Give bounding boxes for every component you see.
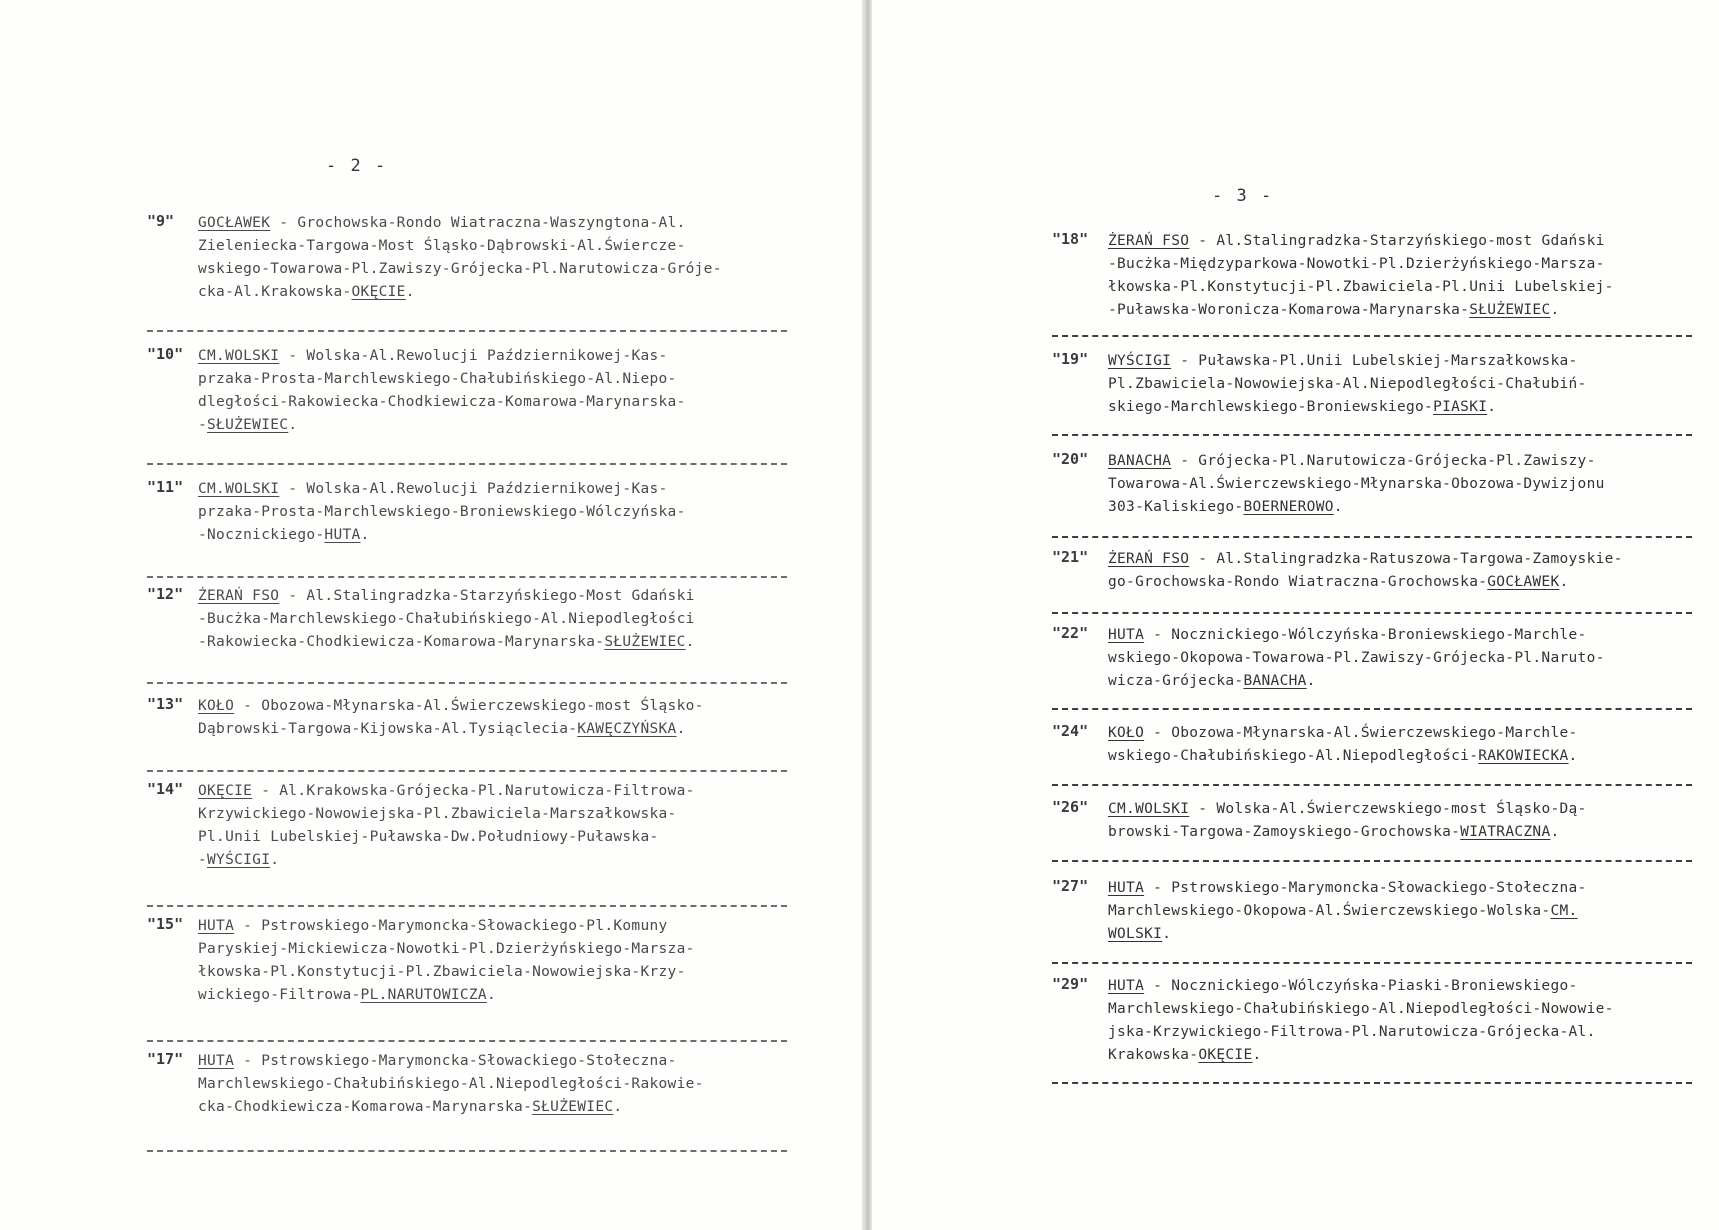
route-text: - Al.Stalingradzka-Starzyńskiego-most Gdański — [1189, 233, 1605, 249]
route-line — [198, 281, 722, 304]
dashed-separator — [147, 576, 787, 578]
route-text: . — [1550, 824, 1560, 840]
route-text: - Al.Krakowska-Grójecka-Pl.Narutowicza-Filtrowa- — [252, 783, 695, 799]
route-line — [198, 695, 704, 718]
route-text: Paryskiej-Mickiewicza-Nowotki-Pl.Dzierżyńskiego-Marsza- — [198, 941, 695, 957]
route-text: dległości-Rakowiecka-Chodkiewicza-Komarowa-Marynarska- — [198, 394, 686, 410]
terminus-name: HUTA — [198, 1053, 235, 1069]
terminus-name: CM.WOLSKI — [198, 348, 280, 364]
route-text: . — [1306, 673, 1316, 689]
terminus-name: SŁUŻEWIEC — [207, 417, 289, 433]
dashed-separator — [147, 905, 787, 907]
route-description — [198, 585, 695, 654]
route-text: cka-Al.Krakowska- — [198, 284, 352, 300]
route-number: "11" — [147, 478, 184, 496]
route-text: -Nocznickiego- — [198, 527, 325, 543]
terminus-name: HUTA — [1108, 978, 1145, 994]
route-text: browski-Targowa-Zamoyskiego-Grochowska- — [1108, 824, 1461, 840]
route-line — [198, 938, 695, 961]
route-line — [198, 585, 695, 608]
route-text: . — [1559, 574, 1569, 590]
route-text: - Al.Stalingradzka-Ratuszowa-Targowa-Zamoyskie- — [1189, 551, 1623, 567]
route-number: "24" — [1052, 722, 1089, 740]
route-description — [1108, 798, 1587, 844]
route-text: skiego-Marchlewskiego-Broniewskiego- — [1108, 399, 1434, 415]
route-number: "21" — [1052, 548, 1089, 566]
route-line — [1108, 975, 1614, 998]
route-line — [198, 984, 695, 1007]
route-line — [198, 915, 695, 938]
route-line — [1108, 253, 1614, 276]
route-number: "13" — [147, 695, 184, 713]
route-text: -Bucżka-Marchlewskiego-Chałubińskiego-Al.Niepodległości — [198, 611, 695, 627]
route-line — [1108, 473, 1605, 496]
route-line — [1108, 230, 1614, 253]
terminus-name: PL.NARUTOWICZA — [360, 987, 487, 1003]
route-text: . — [1487, 399, 1497, 415]
terminus-name: WOLSKI — [1108, 926, 1163, 942]
book-gutter — [862, 0, 872, 1230]
route-text: wskiego-Chałubińskiego-Al.Niepodległości- — [1108, 748, 1479, 764]
route-line — [1108, 548, 1623, 571]
route-line — [198, 631, 695, 654]
route-text: wskiego-Okopowa-Towarowa-Pl.Zawiszy-Grójecka-Pl.Naruto- — [1108, 650, 1605, 666]
route-text: . — [676, 721, 686, 737]
route-description — [198, 695, 704, 741]
dashed-separator — [1052, 335, 1692, 337]
route-text: - Nocznickiego-Wólczyńska-Piaski-Broniewskiego- — [1144, 978, 1578, 994]
route-line — [1108, 624, 1605, 647]
route-text: Pl.Unii Lubelskiej-Puławska-Dw.Południowy-Puławska- — [198, 829, 659, 845]
route-line — [198, 524, 686, 547]
route-line — [198, 235, 722, 258]
route-text: Dąbrowski-Targowa-Kijowska-Al.Tysiąclecia- — [198, 721, 578, 737]
route-line — [1108, 1044, 1614, 1067]
page-right — [872, 0, 1719, 1230]
route-text: Zieleniecka-Targowa-Most Śląsko-Dąbrowski-Al.Świercze- — [198, 238, 686, 254]
terminus-name: KOŁO — [1108, 725, 1145, 741]
route-text: -Rakowiecka-Chodkiewicza-Komarowa-Marynarska- — [198, 634, 605, 650]
terminus-name: HUTA — [1108, 627, 1145, 643]
route-text: - Pstrowskiego-Marymoncka-Słowackiego-Stołeczna- — [1144, 880, 1587, 896]
route-number: "29" — [1052, 975, 1089, 993]
route-text: łkowska-Pl.Konstytucji-Pl.Zbawiciela-Nowowiejska-Krzy- — [198, 964, 686, 980]
route-text: - Obozowa-Młynarska-Al.Świerczewskiego-most Śląsko- — [234, 698, 704, 714]
route-text: 303-Kaliskiego- — [1108, 499, 1244, 515]
route-description — [1108, 548, 1623, 594]
route-description — [1108, 877, 1587, 946]
dashed-separator — [147, 1040, 787, 1042]
route-line — [1108, 276, 1614, 299]
route-number: "17" — [147, 1050, 184, 1068]
route-line — [1108, 798, 1587, 821]
dashed-separator — [1052, 860, 1692, 862]
route-line — [1108, 900, 1587, 923]
route-text: . — [405, 284, 415, 300]
route-text: Marchlewskiego-Chałubińskiego-Al.Niepodległości-Nowowie- — [1108, 1001, 1614, 1017]
route-description — [1108, 722, 1578, 768]
route-description — [1108, 350, 1587, 419]
dashed-separator — [147, 770, 787, 772]
route-text: Pl.Zbawiciela-Nowowiejska-Al.Niepodległości-Chałubiń- — [1108, 376, 1587, 392]
route-description — [1108, 975, 1614, 1067]
route-text: - Pstrowskiego-Marymoncka-Słowackiego-Stołeczna- — [234, 1053, 677, 1069]
route-text: - Puławska-Pl.Unii Lubelskiej-Marszałkowska- — [1171, 353, 1578, 369]
dashed-separator — [1052, 434, 1692, 436]
dashed-separator — [147, 463, 787, 465]
route-line — [1108, 571, 1623, 594]
route-text: cka-Chodkiewicza-Komarowa-Marynarska- — [198, 1099, 533, 1115]
terminus-name: KOŁO — [198, 698, 235, 714]
route-line — [198, 501, 686, 524]
terminus-name: CM. — [1550, 903, 1578, 919]
route-text: - Wolska-Al.Rewolucji Październikowej-Kas- — [279, 348, 668, 364]
terminus-name: CM.WOLSKI — [198, 481, 280, 497]
dashed-separator — [1052, 708, 1692, 710]
terminus-name: GOCŁAWEK — [1487, 574, 1560, 590]
route-line — [1108, 496, 1605, 519]
route-description — [198, 212, 722, 304]
route-text: - Al.Stalingradzka-Starzyńskiego-Most Gdański — [279, 588, 695, 604]
route-text: . — [1550, 302, 1560, 318]
route-number: "27" — [1052, 877, 1089, 895]
route-text: - Pstrowskiego-Marymoncka-Słowackiego-Pl.Komuny — [234, 918, 668, 934]
dashed-separator — [1052, 962, 1692, 964]
route-text: Krzywickiego-Nowowiejska-Pl.Zbawiciela-Marszałkowska- — [198, 806, 677, 822]
route-line — [198, 780, 695, 803]
route-number: "26" — [1052, 798, 1089, 816]
route-line — [198, 826, 695, 849]
route-text: - Grochowska-Rondo Wiatraczna-Waszyngtona-Al. — [270, 215, 686, 231]
dashed-separator — [147, 1150, 787, 1152]
route-text: - Nocznickiego-Wólczyńska-Broniewskiego-Marchle- — [1144, 627, 1587, 643]
route-text: wickiego-Filtrowa- — [198, 987, 361, 1003]
terminus-name: WYŚCIGI — [1108, 353, 1172, 369]
route-line — [198, 345, 686, 368]
route-number: "12" — [147, 585, 184, 603]
dashed-separator — [1052, 1082, 1692, 1084]
route-line — [198, 803, 695, 826]
route-text: przaka-Prosta-Marchlewskiego-Chałubińskiego-Al.Niepo- — [198, 371, 677, 387]
route-line — [198, 391, 686, 414]
route-description — [198, 780, 695, 872]
route-line — [198, 1073, 704, 1096]
route-description — [198, 345, 686, 437]
route-text: -Puławska-Woronicza-Komarowa-Marynarska- — [1108, 302, 1470, 318]
route-text: - Wolska-Al.Świerczewskiego-most Śląsko-Dą- — [1189, 801, 1587, 817]
terminus-name: SŁUŻEWIEC — [1469, 302, 1551, 318]
terminus-name: WIATRACZNA — [1460, 824, 1551, 840]
route-text: . — [486, 987, 496, 1003]
terminus-name: BANACHA — [1243, 673, 1307, 689]
page-number-left: - 2 - — [326, 156, 388, 176]
route-description — [1108, 624, 1605, 693]
terminus-name: PIASKI — [1433, 399, 1488, 415]
terminus-name: SŁUŻEWIEC — [532, 1099, 614, 1115]
terminus-name: SŁUŻEWIEC — [604, 634, 686, 650]
route-text: łkowska-Pl.Konstytucji-Pl.Zbawiciela-Pl.Unii Lubelskiej- — [1108, 279, 1614, 295]
dashed-separator — [147, 682, 787, 684]
route-description — [198, 478, 686, 547]
route-line — [1108, 821, 1587, 844]
route-text: . — [360, 527, 370, 543]
route-text: . — [613, 1099, 623, 1115]
route-text: . — [1333, 499, 1343, 515]
route-line — [198, 608, 695, 631]
route-number: "18" — [1052, 230, 1089, 248]
route-text: Marchlewskiego-Okopowa-Al.Świerczewskiego-Wolska- — [1108, 903, 1551, 919]
route-line — [198, 258, 722, 281]
route-line — [198, 961, 695, 984]
route-line — [1108, 877, 1587, 900]
terminus-name: BANACHA — [1108, 453, 1172, 469]
terminus-name: ŻERAŃ FSO — [1108, 551, 1190, 567]
route-number: "14" — [147, 780, 184, 798]
route-text: . — [1162, 926, 1172, 942]
route-text: . — [270, 852, 280, 868]
route-line — [1108, 350, 1587, 373]
terminus-name: GOCŁAWEK — [198, 215, 271, 231]
route-line — [1108, 450, 1605, 473]
terminus-name: OKĘCIE — [198, 783, 253, 799]
dashed-separator — [147, 330, 787, 332]
route-line — [1108, 670, 1605, 693]
route-line — [1108, 373, 1587, 396]
terminus-name: HUTA — [324, 527, 361, 543]
terminus-name: HUTA — [198, 918, 235, 934]
route-description — [198, 1050, 704, 1119]
terminus-name: OKĘCIE — [1198, 1047, 1253, 1063]
route-text: wicza-Grójecka- — [1108, 673, 1244, 689]
terminus-name: HUTA — [1108, 880, 1145, 896]
route-line — [198, 414, 686, 437]
route-line — [198, 849, 695, 872]
route-text: Towarowa-Al.Świerczewskiego-Młynarska-Obozowa-Dywizjonu — [1108, 476, 1605, 492]
dashed-separator — [1052, 784, 1692, 786]
dashed-separator — [1052, 536, 1692, 538]
route-line — [198, 718, 704, 741]
route-number: "22" — [1052, 624, 1089, 642]
route-line — [1108, 745, 1578, 768]
route-text: - Grójecka-Pl.Narutowicza-Grójecka-Pl.Zawiszy- — [1171, 453, 1596, 469]
route-line — [1108, 722, 1578, 745]
route-text: wskiego-Towarowa-Pl.Zawiszy-Grójecka-Pl.Narutowicza-Gróje- — [198, 261, 722, 277]
route-number: "9" — [147, 212, 175, 230]
terminus-name: OKĘCIE — [351, 284, 406, 300]
terminus-name: CM.WOLSKI — [1108, 801, 1190, 817]
route-text: . — [288, 417, 298, 433]
page-number-right: - 3 - — [1212, 186, 1274, 206]
terminus-name: RAKOWIECKA — [1478, 748, 1569, 764]
terminus-name: ŻERAŃ FSO — [1108, 233, 1190, 249]
terminus-name: ŻERAŃ FSO — [198, 588, 280, 604]
route-text: - Obozowa-Młynarska-Al.Świerczewskiego-Marchle- — [1144, 725, 1578, 741]
route-text: przaka-Prosta-Marchlewskiego-Broniewskiego-Wólczyńska- — [198, 504, 686, 520]
route-line — [198, 368, 686, 391]
route-number: "20" — [1052, 450, 1089, 468]
route-text: Krakowska- — [1108, 1047, 1199, 1063]
route-text: Marchlewskiego-Chałubińskiego-Al.Niepodległości-Rakowie- — [198, 1076, 704, 1092]
route-text: jska-Krzywickiego-Filtrowa-Pl.Narutowicza-Grójecka-Al. — [1108, 1024, 1596, 1040]
route-line — [1108, 1021, 1614, 1044]
route-text: . — [685, 634, 695, 650]
route-text: go-Grochowska-Rondo Wiatraczna-Grochowska- — [1108, 574, 1488, 590]
route-line — [198, 1096, 704, 1119]
route-text: - Wolska-Al.Rewolucji Październikowej-Kas- — [279, 481, 668, 497]
dashed-separator — [1052, 612, 1692, 614]
terminus-name: BOERNEROWO — [1243, 499, 1334, 515]
route-line — [198, 212, 722, 235]
route-text: . — [1252, 1047, 1262, 1063]
route-line — [198, 478, 686, 501]
route-line — [1108, 923, 1587, 946]
route-number: "19" — [1052, 350, 1089, 368]
route-line — [1108, 299, 1614, 322]
route-line — [198, 1050, 704, 1073]
route-number: "10" — [147, 345, 184, 363]
route-text: . — [1568, 748, 1578, 764]
terminus-name: KAWĘCZYŃSKA — [577, 721, 677, 737]
terminus-name: WYŚCIGI — [207, 852, 271, 868]
route-description — [1108, 230, 1614, 322]
route-text: - — [198, 417, 208, 433]
route-description — [198, 915, 695, 1007]
route-line — [1108, 998, 1614, 1021]
route-text: -Bucżka-Międzyparkowa-Nowotki-Pl.Dzierżyńskiego-Marsza- — [1108, 256, 1605, 272]
route-description — [1108, 450, 1605, 519]
route-number: "15" — [147, 915, 184, 933]
route-line — [1108, 396, 1587, 419]
route-text: - — [198, 852, 208, 868]
route-line — [1108, 647, 1605, 670]
